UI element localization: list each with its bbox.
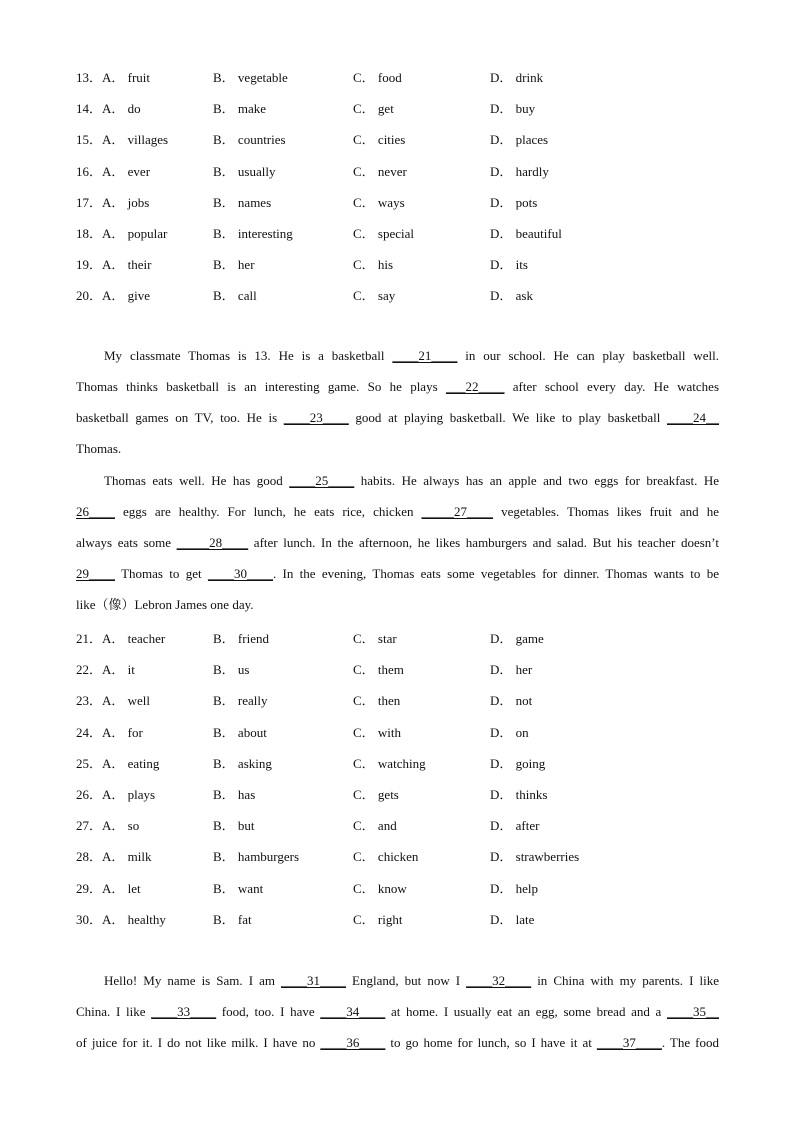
question-option-a[interactable] — [76, 722, 143, 741]
text: England, but now I — [346, 973, 467, 988]
text: Thomas thinks basketball is an interesting game. So he plays — [76, 379, 446, 394]
question-option-c[interactable]: C． never — [353, 163, 407, 179]
question-option-c[interactable]: C． watching — [353, 755, 426, 771]
question-option-a[interactable] — [76, 628, 165, 647]
text: after school every day. He watches — [504, 379, 720, 394]
passage-sam — [76, 965, 719, 1058]
option-a-text: A． villages — [102, 132, 169, 148]
question-number: 17． — [76, 194, 103, 210]
option-a-text: A． so — [102, 818, 140, 834]
question-row — [0, 909, 794, 927]
question-option-a[interactable] — [76, 909, 166, 928]
question-option-a[interactable] — [76, 67, 150, 86]
question-option-d[interactable]: D． pots — [490, 194, 538, 210]
question-option-d[interactable]: D． ask — [490, 288, 533, 304]
text: habits. He always has an apple and two eggs for breakfast. He — [354, 473, 719, 488]
question-row — [0, 98, 794, 116]
passage-thomas-paragraph-1 — [76, 340, 719, 464]
option-a-text: A． their — [102, 257, 152, 273]
question-option-a[interactable] — [76, 161, 150, 180]
question-option-d[interactable]: D． places — [490, 132, 549, 148]
text: at home. I usually eat an egg, some bread and a — [385, 1004, 667, 1019]
question-option-d[interactable]: D． going — [490, 755, 546, 771]
question-row — [0, 628, 794, 646]
option-a-text: A． jobs — [102, 194, 150, 210]
question-option-c[interactable]: C． say — [353, 288, 396, 304]
question-number: 25． — [76, 755, 103, 771]
question-row — [0, 815, 794, 833]
question-option-a[interactable] — [76, 690, 150, 709]
question-option-d[interactable]: D． buy — [490, 101, 536, 117]
question-option-c[interactable]: C． then — [353, 693, 401, 709]
question-option-b[interactable]: B． call — [213, 288, 257, 304]
blank-24[interactable]: ____24__ — [667, 410, 719, 425]
question-option-d[interactable]: D． her — [490, 662, 533, 678]
question-number: 26． — [76, 787, 103, 802]
question-option-b[interactable]: B． vegetable — [213, 70, 288, 85]
question-option-b[interactable]: B． make — [213, 101, 267, 117]
question-option-d[interactable]: D． not — [490, 693, 533, 709]
text: Hello! My name is Sam. I am — [104, 973, 281, 988]
question-option-d[interactable]: D． after — [490, 818, 540, 834]
option-a-text: A． popular — [102, 226, 168, 241]
question-option-a[interactable] — [76, 784, 155, 803]
question-row — [0, 254, 794, 272]
question-row — [0, 223, 794, 241]
question-option-c[interactable]: C． with — [353, 724, 402, 740]
question-row — [0, 784, 794, 802]
text: . In the evening, Thomas eats some vegetables for dinner. Thomas wants to be — [272, 566, 719, 581]
blank-37[interactable]: ____37____ — [596, 1035, 662, 1050]
blank-31[interactable]: ____31____ — [281, 973, 346, 988]
question-option-c[interactable]: C． them — [353, 662, 404, 678]
option-a-text: A． for — [102, 724, 143, 740]
blank-34[interactable]: ____34____ — [320, 1004, 386, 1019]
question-option-d[interactable]: D． on — [490, 724, 529, 740]
text: good at playing basketball. We like to play basketball — [348, 410, 667, 425]
question-option-a[interactable] — [76, 659, 135, 678]
question-number: 13． — [76, 70, 103, 85]
question-row — [0, 67, 794, 85]
question-row — [0, 753, 794, 771]
question-option-b[interactable]: B． friend — [213, 631, 269, 646]
text: Thomas to get — [115, 566, 208, 581]
passage-thomas-paragraph-2 — [76, 465, 719, 620]
question-option-c[interactable]: C． get — [353, 101, 394, 117]
question-number: 15． — [76, 132, 103, 148]
question-option-a[interactable] — [76, 223, 167, 242]
text: Thomas eats well. He has good — [104, 473, 290, 488]
question-row — [0, 878, 794, 896]
blank-32[interactable]: ____32____ — [466, 973, 532, 988]
question-option-a[interactable] — [76, 285, 150, 304]
option-a-text: A． give — [102, 288, 151, 304]
question-option-a[interactable] — [76, 878, 141, 897]
question-row — [0, 722, 794, 740]
question-option-b[interactable]: B． about — [213, 724, 267, 740]
question-option-a[interactable] — [76, 815, 139, 834]
question-option-d[interactable]: D． strawberries — [490, 849, 580, 865]
question-option-c[interactable]: C． chicken — [353, 849, 419, 865]
blank-25[interactable]: ____25____ — [289, 473, 355, 488]
option-a-text: A． teacher — [102, 631, 166, 646]
question-option-b[interactable]: B． countries — [213, 132, 286, 148]
question-option-b[interactable]: B． hamburgers — [213, 849, 300, 865]
text: food, too. I have — [216, 1004, 321, 1019]
text: always eats some — [76, 535, 177, 550]
question-option-c[interactable]: C． special — [353, 226, 415, 241]
question-option-d[interactable]: D． its — [490, 257, 528, 273]
question-option-b[interactable]: B． interesting — [213, 226, 293, 241]
text: in China with my parents. I like — [531, 973, 719, 988]
question-row — [0, 846, 794, 864]
question-option-a[interactable] — [76, 129, 168, 148]
question-number: 27． — [76, 818, 103, 834]
question-option-b[interactable]: B． asking — [213, 755, 272, 771]
question-option-b[interactable]: B． but — [213, 818, 255, 834]
blank-27[interactable]: _____27____ — [421, 504, 494, 519]
option-a-text: A． eating — [102, 755, 160, 771]
text: vegetables. Thomas likes fruit and he — [493, 504, 719, 519]
blank-28[interactable]: _____28____ — [176, 535, 249, 550]
option-a-text: A． ever — [102, 163, 151, 179]
question-number: 28． — [76, 849, 103, 865]
question-option-d[interactable]: D． help — [490, 880, 539, 896]
question-option-b[interactable]: B． fat — [213, 911, 252, 927]
question-option-b[interactable]: B． her — [213, 257, 255, 273]
blank-21[interactable]: ____21____ — [392, 348, 458, 363]
text: after lunch. In the afternoon, he likes hamburgers and salad. But his teacher doesn’t — [248, 535, 719, 550]
text: eggs are healthy. For lunch, he eats rice, chicken — [115, 504, 422, 519]
question-option-d[interactable]: D． drink — [490, 70, 544, 85]
question-option-a[interactable] — [76, 254, 151, 273]
option-a-text: A． fruit — [102, 70, 151, 85]
question-option-c[interactable]: C． right — [353, 911, 403, 927]
blank-26[interactable]: 26____ — [76, 504, 115, 519]
text: China. I like — [76, 1004, 152, 1019]
blank-33[interactable]: ____33____ — [151, 1004, 217, 1019]
question-option-a[interactable] — [76, 98, 141, 117]
question-option-a[interactable] — [76, 753, 159, 772]
question-number: 20． — [76, 288, 103, 304]
question-option-a[interactable] — [76, 192, 149, 211]
text: of juice for it. I do not like milk. I have no — [76, 1035, 321, 1050]
question-option-c[interactable]: C． food — [353, 70, 402, 85]
option-a-text: A． do — [102, 101, 141, 117]
question-number: 24． — [76, 724, 103, 740]
option-a-text: A． healthy — [102, 911, 166, 927]
question-option-c[interactable]: C． know — [353, 880, 407, 896]
question-option-b[interactable]: B． us — [213, 662, 250, 678]
question-option-c[interactable]: C． and — [353, 818, 397, 834]
question-option-c[interactable]: C． cities — [353, 132, 406, 148]
blank-36[interactable]: ____36____ — [320, 1035, 386, 1050]
text: like（像）Lebron James one day. — [76, 597, 254, 612]
question-option-a[interactable] — [76, 846, 152, 865]
question-number: 23． — [76, 693, 103, 709]
question-number: 16． — [76, 163, 103, 179]
question-number: 22． — [76, 662, 103, 678]
question-row — [0, 285, 794, 303]
question-row — [0, 659, 794, 677]
question-number: 14． — [76, 101, 103, 117]
option-a-text: A． plays — [102, 787, 156, 802]
question-number: 29． — [76, 880, 103, 896]
text: My classmate Thomas is 13. He is a basketball — [104, 348, 393, 363]
question-option-c[interactable]: C． gets — [353, 787, 399, 802]
blank-23[interactable]: ____23____ — [283, 410, 349, 425]
question-row — [0, 129, 794, 147]
question-option-d[interactable]: D． beautiful — [490, 226, 562, 241]
question-option-d[interactable]: D． thinks — [490, 787, 548, 802]
option-a-text: A． it — [102, 662, 135, 678]
blank-30[interactable]: ____30____ — [207, 566, 273, 581]
text: . The food — [661, 1035, 719, 1050]
question-option-c[interactable]: C． his — [353, 257, 394, 273]
blank-29[interactable]: 29____ — [76, 566, 115, 581]
blank-35[interactable]: ____35__ — [667, 1004, 719, 1019]
question-option-b[interactable]: B． names — [213, 194, 272, 210]
question-option-b[interactable]: B． really — [213, 693, 268, 709]
text: Thomas. — [76, 441, 122, 456]
text: basketball games on TV, too. He is — [76, 410, 284, 425]
question-number: 30． — [76, 911, 103, 927]
question-number: 21． — [76, 631, 103, 646]
question-option-d[interactable]: D． game — [490, 631, 544, 646]
question-number: 18． — [76, 226, 103, 241]
question-row — [0, 161, 794, 179]
blank-22[interactable]: ___22____ — [445, 379, 505, 394]
question-number: 19． — [76, 257, 103, 273]
question-option-c[interactable]: C． star — [353, 631, 397, 646]
question-option-c[interactable]: C． ways — [353, 194, 405, 210]
question-row — [0, 192, 794, 210]
question-option-b[interactable]: B． usually — [213, 163, 276, 179]
question-option-d[interactable]: D． hardly — [490, 163, 549, 179]
option-a-text: A． let — [102, 880, 141, 896]
text: in our school. He can play basketball well. — [457, 348, 719, 363]
option-a-text: A． milk — [102, 849, 152, 865]
question-option-b[interactable]: B． has — [213, 787, 256, 802]
question-option-d[interactable]: D． late — [490, 911, 535, 927]
question-option-b[interactable]: B． want — [213, 880, 264, 896]
option-a-text: A． well — [102, 693, 151, 709]
text: to go home for lunch, so I have it at — [385, 1035, 597, 1050]
question-row — [0, 690, 794, 708]
